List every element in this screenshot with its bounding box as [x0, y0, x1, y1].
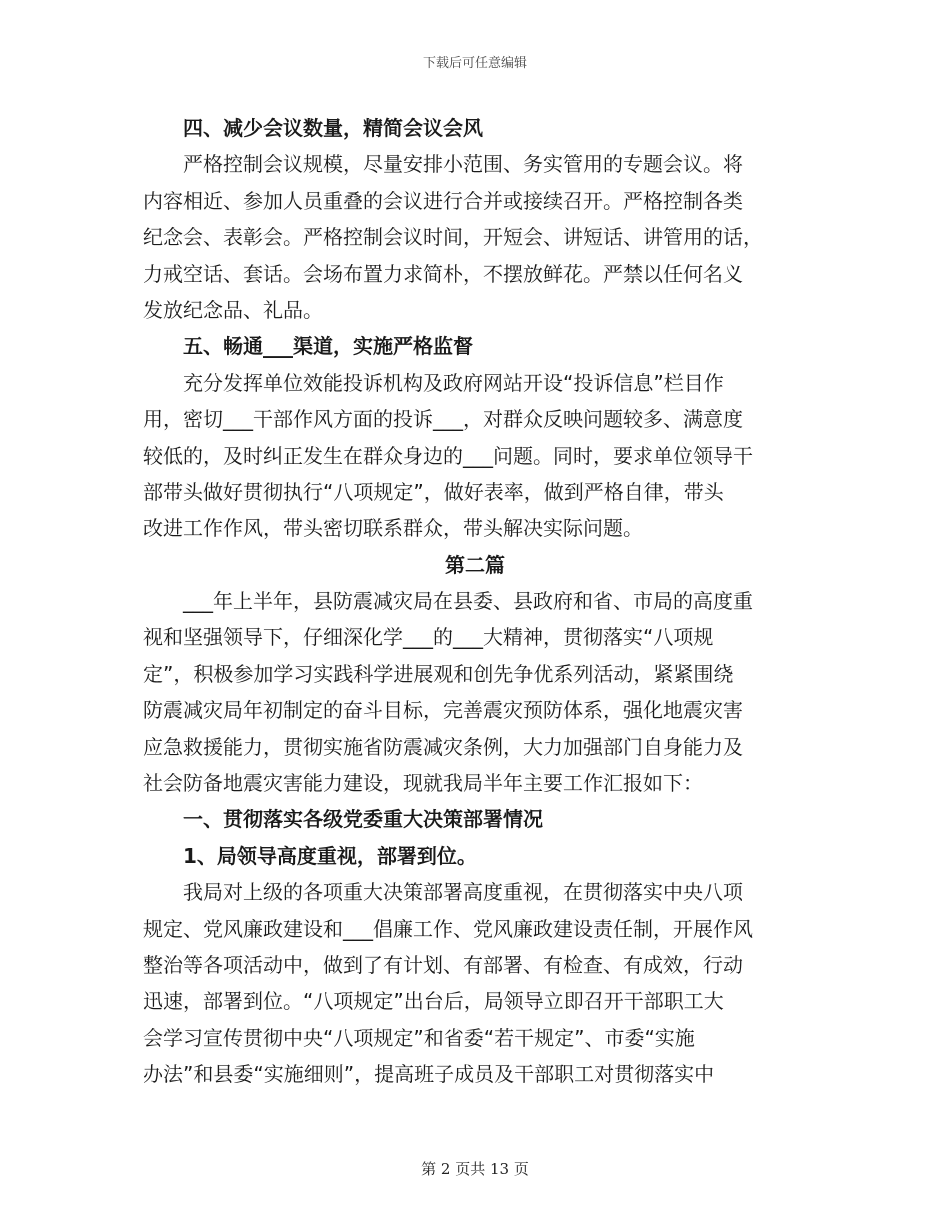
section-heading: 1、局领导高度重视，部署到位。	[183, 843, 477, 868]
paragraph-line: 严格控制会议规模，尽量安排小范围、务实管用的专题会议。将	[183, 152, 743, 177]
paragraph-line: 整治等各项活动中，做到了有计划、有部署、有检查、有成效，行动	[143, 952, 743, 977]
document-body	[143, 110, 807, 1093]
paragraph-line: 力戒空话、套话。会场布置力求简朴，不摆放鲜花。严禁以任何名义	[143, 261, 743, 286]
paragraph-line: 我局对上级的各项重大决策部署高度重视，在贯彻落实中央八项	[183, 880, 743, 905]
paragraph-line: 迅速，部署到位。“八项规定”出台后，局领导立即召开干部职工大	[143, 989, 724, 1014]
paragraph-line: 办法”和县委“实施细则”，提高班子成员及干部职工对贯彻落实中	[143, 1062, 715, 1087]
paragraph-line: 规定、党风廉政建设和___倡廉工作、党风廉政建设责任制，开展作风	[143, 916, 753, 941]
section-heading: 一、贯彻落实各级党委重大决策部署情况	[183, 807, 543, 832]
section-heading: 五、畅通___渠道，实施严格监督	[183, 334, 473, 359]
paragraph-line: 会学习宣传贯彻中央“八项规定”和省委“若干规定”、市委“实施	[143, 1025, 695, 1050]
section-heading: 四、减少会议数量，精简会议会风	[183, 116, 483, 140]
paragraph-line: 部带头做好贯彻执行“八项规定”，做好表率，做到严格自律，带头	[143, 479, 724, 504]
paragraph-line: 改进工作作风，带头密切联系群众，带头解决实际问题。	[143, 516, 643, 541]
paragraph-line: 用，密切___干部作风方面的投诉___，对群众反映问题较多、满意度	[143, 407, 743, 432]
paragraph-line: 充分发挥单位效能投诉机构及政府网站开设“投诉信息”栏目作	[183, 370, 724, 395]
page-footer: 第 2 页共 13 页	[421, 1160, 529, 1178]
paragraph-line: 防震减灾局年初制定的奋斗目标，完善震灾预防体系，强化地震灾害	[143, 698, 743, 723]
paragraph-line: 内容相近、参加人员重叠的会议进行合并或接续召开。严格控制各类	[143, 188, 743, 213]
paragraph-line: ___年上半年，县防震减灾局在县委、县政府和省、市局的高度重	[183, 589, 753, 614]
paragraph-line: 定”，积极参加学习实践科学进展观和创先争优系列活动，紧紧围绕	[143, 661, 734, 686]
section-heading: 第二篇	[445, 552, 505, 577]
page-header: 下载后可任意编辑	[422, 56, 527, 71]
paragraph-line: 社会防备地震灾害能力建设，现就我局半年主要工作汇报如下：	[143, 771, 703, 796]
paragraph-line: 纪念会、表彰会。严格控制会议时间，开短会、讲短话、讲管用的话，	[143, 225, 763, 250]
paragraph-line: 发放纪念品、礼品。	[143, 297, 323, 322]
paragraph-line: 应急救援能力，贯彻实施省防震减灾条例，大力加强部门自身能力及	[143, 734, 743, 759]
paragraph-line: 视和坚强领导下，仔细深化学___的___大精神，贯彻落实“八项规	[143, 625, 714, 650]
paragraph-line: 较低的，及时纠正发生在群众身边的___问题。同时，要求单位领导干	[143, 443, 753, 468]
